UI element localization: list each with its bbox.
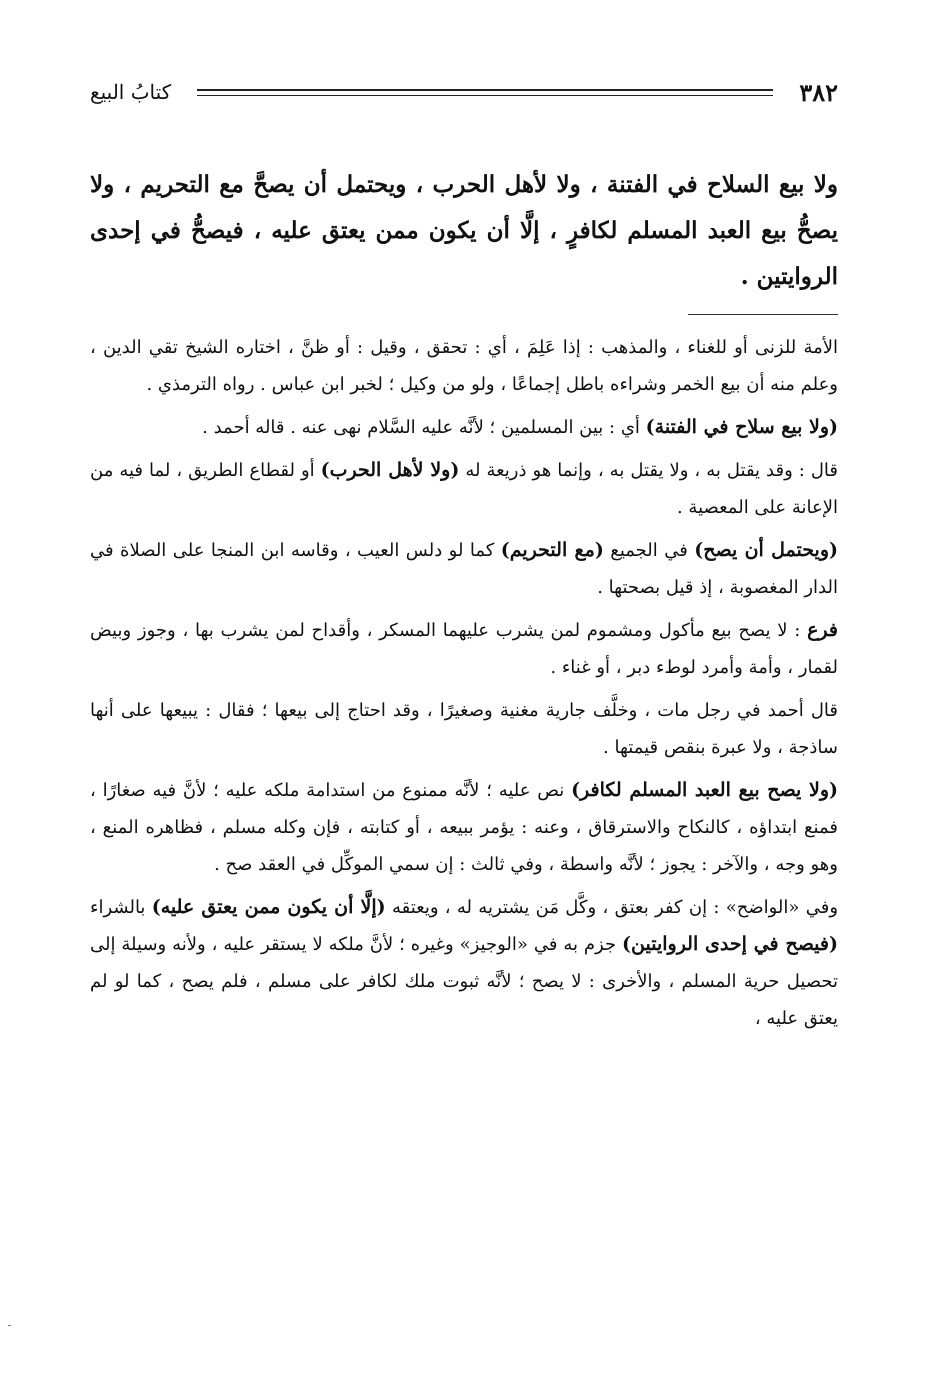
commentary-paragraph (90, 772, 838, 883)
bold-segment: (مع التحريم) (500, 539, 604, 561)
text-segment: في الجميع (603, 540, 695, 561)
text-segment: جزم به في «الوجيز» وغيره ؛ لأنَّ ملكه لا يستقر عليه ، ولأنه وسيلة إلى تحصيل حرية المسلم ، والأخرى : لا يصح ؛ لأنَّه ثبوت ملك لكافر على مسلم ، فلم يصح ، كما لو لم يعتق عليه ، (90, 934, 838, 1029)
commentary-paragraph (90, 452, 838, 526)
text-segment: الأمة للزنى أو للغناء ، والمذهب : إذا عَلِمَ ، أي : تحقق ، وقيل : أو ظنَّ ، اختاره الشيخ تقي الدين ، وعلم منه أن بيع الخمر وشراءه باطل إجماعًا ، ولو من وكيل ؛ لخبر ابن عباس . رواه الترمذي . (90, 337, 838, 395)
main-text: ولا بيع السلاح في الفتنة ، ولا لأهل الحرب ، ويحتمل أن يصحَّ مع التحريم ، ولا يصحُّ بيع العبد المسلم لكافرٍ ، إلَّا أن يكون ممن يعتق عليه ، فيصحُّ في إحدى الروايتين . (90, 171, 838, 290)
bold-segment: (فيصح في إحدى الروايتين) (622, 933, 838, 955)
commentary-paragraph (90, 889, 838, 1037)
text-segment: قال : وقد يقتل به ، ولا يقتل به ، وإنما هو ذريعة له (459, 460, 839, 481)
bold-segment: فرع (807, 619, 838, 641)
text-segment: : لا يصح بيع مأكول ومشموم لمن يشرب عليهما المسكر ، وأقداح لمن يشرب بها ، وجوز وبيض لقمار ، وأمة وأمرد لوطء دبر ، أو غناء . (90, 620, 838, 678)
commentary-paragraph (90, 329, 838, 403)
commentary-paragraph (90, 612, 838, 686)
text-segment: قال أحمد في رجل مات ، وخلَّف جارية مغنية وصغيرًا ، وقد احتاج إلى بيعها ؛ فقال : يبيعها على أنها ساذجة ، ولا عبرة بنقص قيمتها . (90, 700, 838, 758)
text-separator (688, 314, 838, 315)
text-segment: كما لو دلس العيب ، وقاسه ابن المنجا على الصلاة في الدار المغصوبة ، إذ قيل بصحتها . (90, 540, 838, 598)
text-segment: بالشراء (90, 897, 152, 918)
commentary-paragraph (90, 409, 838, 446)
text-segment: وفي «الواضح» : إن كفر بعتق ، وكَّل مَن يشتريه له ، ويعتقه (385, 897, 839, 918)
book-page (90, 62, 838, 1043)
commentary-paragraph (90, 532, 838, 606)
page-header (90, 62, 838, 122)
bold-segment: (ويحتمل أن يصح) (694, 539, 838, 561)
commentary (90, 329, 838, 1037)
commentary-paragraph (90, 692, 838, 766)
header-rule (197, 89, 773, 96)
book-title: كتابُ البيع (90, 80, 172, 104)
page-number: ٣٨٢ (799, 77, 838, 107)
bold-segment: (ولا يصح بيع العبد المسلم لكافر) (571, 779, 838, 801)
bold-segment: (ولا لأهل الحرب) (320, 459, 460, 481)
text-segment: أو لقطاع الطريق ، لما فيه من الإعانة على المعصية . (90, 460, 838, 518)
text-segment: نص عليه ؛ لأنَّه ممنوع من استدامة ملكه عليه ؛ لأنَّ فيه صغارًا ، فمنع ابتداؤه ، كالنكاح والاسترقاق ، وعنه : يؤمر ببيعه ، أو كتابته ، فإن وكله مسلم ، فظاهره المنع ، وهو وجه ، والآخر : يجوز ؛ لأنَّه واسطة ، وفي ثالث : إن سمي الموكِّل في العقد صح . (90, 780, 838, 875)
bold-segment: (ولا بيع سلاح في الفتنة) (645, 416, 838, 438)
bold-segment: (إلَّا أن يكون ممن يعتق عليه) (151, 896, 386, 918)
scan-mark (8, 1325, 11, 1326)
text-segment: أي : بين المسلمين ؛ لأنَّه عليه السَّلام نهى عنه . قاله أحمد . (202, 417, 646, 438)
